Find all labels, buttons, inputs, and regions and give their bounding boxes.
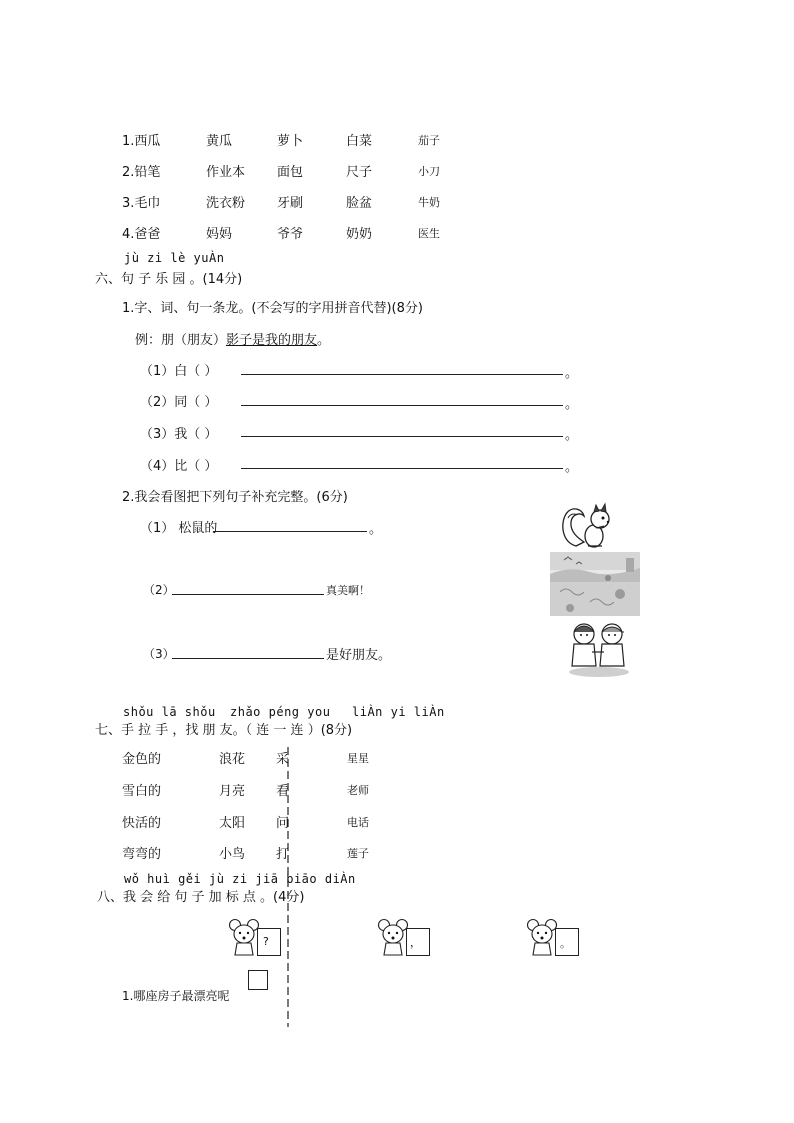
example-end: 。 (317, 333, 331, 348)
picture-sentence-1: （1） 松鼠的 (140, 521, 218, 536)
section6-pinyin: jù zi lè yuÀn (124, 251, 225, 265)
match-item[interactable]: 月亮 (219, 784, 246, 799)
section7-pinyin-3: liÀn yi liÀn (352, 705, 445, 719)
example-prefix: 例：朋（朋友） (135, 333, 227, 348)
friends-picture (566, 620, 632, 678)
picture-sentence-2: （2） (143, 583, 175, 597)
sentence-end: 是好朋友。 (326, 648, 392, 663)
word-cell: 牙刷 (277, 196, 304, 211)
match-item[interactable]: 浪花 (219, 752, 246, 767)
period: 。 (565, 366, 579, 381)
section7-title: 七、手 拉 手 ，找 朋 友。（ 连 一 连 ）(8分) (95, 723, 353, 738)
section8-pinyin: wǒ huì gěi jù zi jiā biāo diÀn (124, 872, 356, 886)
match-item[interactable]: 问 (276, 816, 290, 831)
punctuation-sign (555, 928, 579, 956)
word-cell: 爷爷 (277, 227, 304, 242)
landscape-picture (550, 552, 640, 616)
punctuation-sign (406, 928, 430, 956)
question-6-1: 1.字、词、句一条龙。(不会写的字用拼音代替)(8分) (122, 301, 423, 316)
answer-line[interactable] (241, 405, 563, 406)
word-cell: 奶奶 (346, 227, 373, 242)
question-mark: ? (263, 935, 269, 948)
example-line (135, 329, 330, 348)
fill-item: （3）我（ ） (140, 427, 218, 442)
word-cell: 白菜 (346, 134, 373, 149)
section8-title: 八、我 会 给 句 子 加 标 点 。(4分) (97, 890, 305, 905)
picture-sentence-3: （3） (143, 647, 175, 661)
match-item[interactable]: 看 (276, 784, 290, 799)
match-item[interactable]: 星星 (347, 752, 369, 765)
word-cell: 作业本 (206, 165, 246, 180)
word-cell: 2.铅笔 (122, 165, 161, 180)
answer-line[interactable] (172, 594, 324, 595)
fill-item: （4）比（ ） (140, 459, 218, 474)
section6-title: 六、句 子 乐 园 。(14分) (95, 272, 243, 287)
answer-box[interactable] (248, 970, 268, 990)
period-mark: 。 (560, 937, 571, 950)
period: 。 (369, 522, 383, 537)
match-item[interactable]: 采 (276, 752, 290, 767)
question-6-2: 2.我会看图把下列句子补充完整。(6分) (122, 490, 348, 505)
word-cell: 脸盆 (346, 196, 373, 211)
fill-item: （2）同（ ） (140, 395, 218, 410)
section7-pinyin-1: shǒu lā shǒu (123, 705, 216, 719)
word-cell: 1.西瓜 (122, 134, 161, 149)
answer-line[interactable] (172, 658, 324, 659)
word-cell: 萝卜 (277, 134, 304, 149)
period: 。 (565, 460, 579, 475)
word-cell: 3.毛巾 (122, 196, 161, 211)
word-cell: 妈妈 (206, 227, 233, 242)
answer-line[interactable] (241, 468, 563, 469)
mouse-icon (526, 918, 558, 958)
answer-line[interactable] (241, 436, 563, 437)
match-item[interactable]: 莲子 (347, 847, 369, 860)
period: 。 (565, 428, 579, 443)
squirrel-picture (558, 502, 618, 552)
word-cell: 牛奶 (418, 196, 440, 209)
mouse-icon (228, 918, 260, 958)
match-item[interactable]: 打 (276, 847, 290, 862)
answer-line[interactable] (213, 531, 367, 532)
match-item[interactable]: 弯弯的 (122, 847, 162, 862)
word-cell: 小刀 (418, 165, 440, 178)
example-sentence: 影子是我的朋友 (226, 333, 318, 348)
period: 。 (565, 397, 579, 412)
answer-line[interactable] (241, 374, 563, 375)
word-cell: 黄瓜 (206, 134, 233, 149)
match-item[interactable]: 老师 (347, 784, 369, 797)
word-cell: 洗衣粉 (206, 196, 246, 211)
word-cell: 医生 (418, 227, 440, 240)
question-8-1: 1.哪座房子最漂亮呢 (122, 989, 230, 1003)
section7-pinyin-2: zhǎo péng you (230, 705, 331, 719)
match-item[interactable]: 快活的 (122, 816, 162, 831)
match-item[interactable]: 小鸟 (219, 847, 246, 862)
sentence-end: 真美啊！ (326, 584, 370, 597)
comma-mark: ， (410, 936, 421, 949)
punctuation-sign (257, 928, 281, 956)
word-cell: 尺子 (346, 165, 373, 180)
fill-item: （1）白（ ） (140, 364, 218, 379)
word-cell: 茄子 (418, 134, 440, 147)
word-cell: 面包 (277, 165, 304, 180)
match-item[interactable]: 电话 (347, 816, 369, 829)
word-cell: 4.爸爸 (122, 227, 161, 242)
match-item[interactable]: 雪白的 (122, 784, 162, 799)
match-item[interactable]: 太阳 (219, 816, 246, 831)
match-item[interactable]: 金色的 (122, 752, 162, 767)
mouse-icon (377, 918, 409, 958)
